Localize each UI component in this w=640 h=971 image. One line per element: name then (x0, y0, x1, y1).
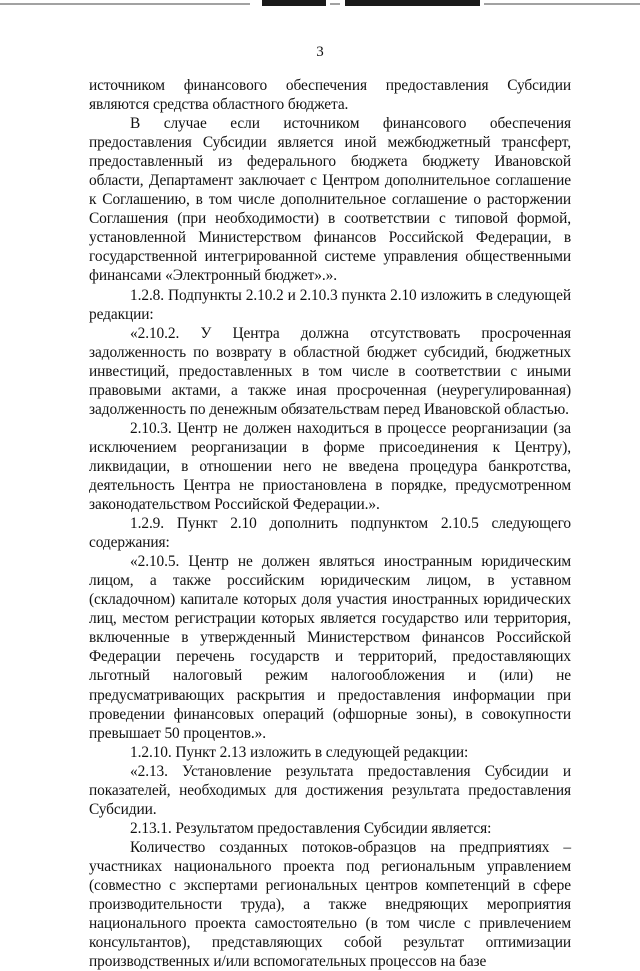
paragraph: 2.10.3. Центр не должен находиться в процессе реорганизации (за исключением реорганизации в форме присоединения к Центру), ликвидации, в отношении него не введена процедура банкротства, деятельность Центра не приостановлена в порядке, предусмотренном законодательством Российской Федерации.». (89, 419, 571, 514)
paragraph: «2.10.2. У Центра должна отсутствовать просроченная задолженность по возврату в областной бюджет субсидий, бюджетных инвестиций, предоставленных в том числе в соответствии с иными правовыми актами, а также иная просроченная (неурегулированная) задолженность по денежным обязательствам перед Ивановской областью. (89, 324, 571, 418)
paragraph: источником финансового обеспечения предоставления Субсидии являются средства областного бюджета. (89, 77, 571, 114)
paragraph: 1.2.9. Пункт 2.10 дополнить подпунктом 2.10.5 следующего содержания: (89, 515, 571, 552)
document-body (89, 76, 571, 971)
scan-dark-mark (262, 0, 326, 6)
paragraph: В случае если источником финансового обеспечения предоставления Субсидии является иной межбюджетный трансферт, предоставленный из федерального бюджета бюджету Ивановской области, Департамент заключает с Центром дополнительное соглашение к Соглашению, в том числе дополнительное соглашение о расторжении Соглашения (при необходимости) в соответствии с типовой формой, установленной Министерством финансов Российской Федерации, в государственной интегрированной системе управления общественными финансами «Электронный бюджет».». (89, 115, 571, 285)
scan-noise-line (484, 3, 640, 5)
paragraph: 1.2.10. Пункт 2.13 изложить в следующей редакции: (130, 743, 469, 761)
paragraph: «2.13. Установление результата предоставления Субсидии и показателей, необходимых для достижения результата предоставления Субсидии. (89, 762, 571, 818)
scan-noise-line (330, 3, 340, 5)
paragraph: Количество созданных потоков-образцов на предприятиях – участниках национального проекта под региональным управлением (совместно с экспертами региональных центров компетенций в сфере производительности труда), а также внедряющих мероприятия национального проекта самостоятельно (в том числе с привлечением консультантов), представляющих собой результат оптимизации производственных и/или вспомогательных процессов на базе (89, 838, 571, 971)
paragraph: «2.10.5. Центр не должен являться иностранным юридическим лицом, а также российским юридическим лицом, в уставном (складочном) капитале которых доля участия иностранных юридических лиц, местом регистрации которых является государство или территория, включенные в утвержденный Министерством финансов Российской Федерации перечень государств и территорий, предоставляющих льготный налоговый режим налогообложения и (или) не предусматривающих раскрытия и предоставления информации при проведении финансовых операций (офшорные зоны), в совокупности превышает 50 процентов.». (89, 553, 571, 742)
paragraph: 2.13.1. Результатом предоставления Субсидии является: (130, 819, 492, 837)
scan-dark-mark (345, 0, 480, 6)
page-number: 3 (316, 44, 324, 60)
scan-noise-line (0, 3, 250, 5)
scan-artifact-strip (0, 0, 640, 14)
paragraph: 1.2.8. Подпункты 2.10.2 и 2.10.3 пункта 2.10 изложить в следующей редакции: (89, 286, 571, 323)
